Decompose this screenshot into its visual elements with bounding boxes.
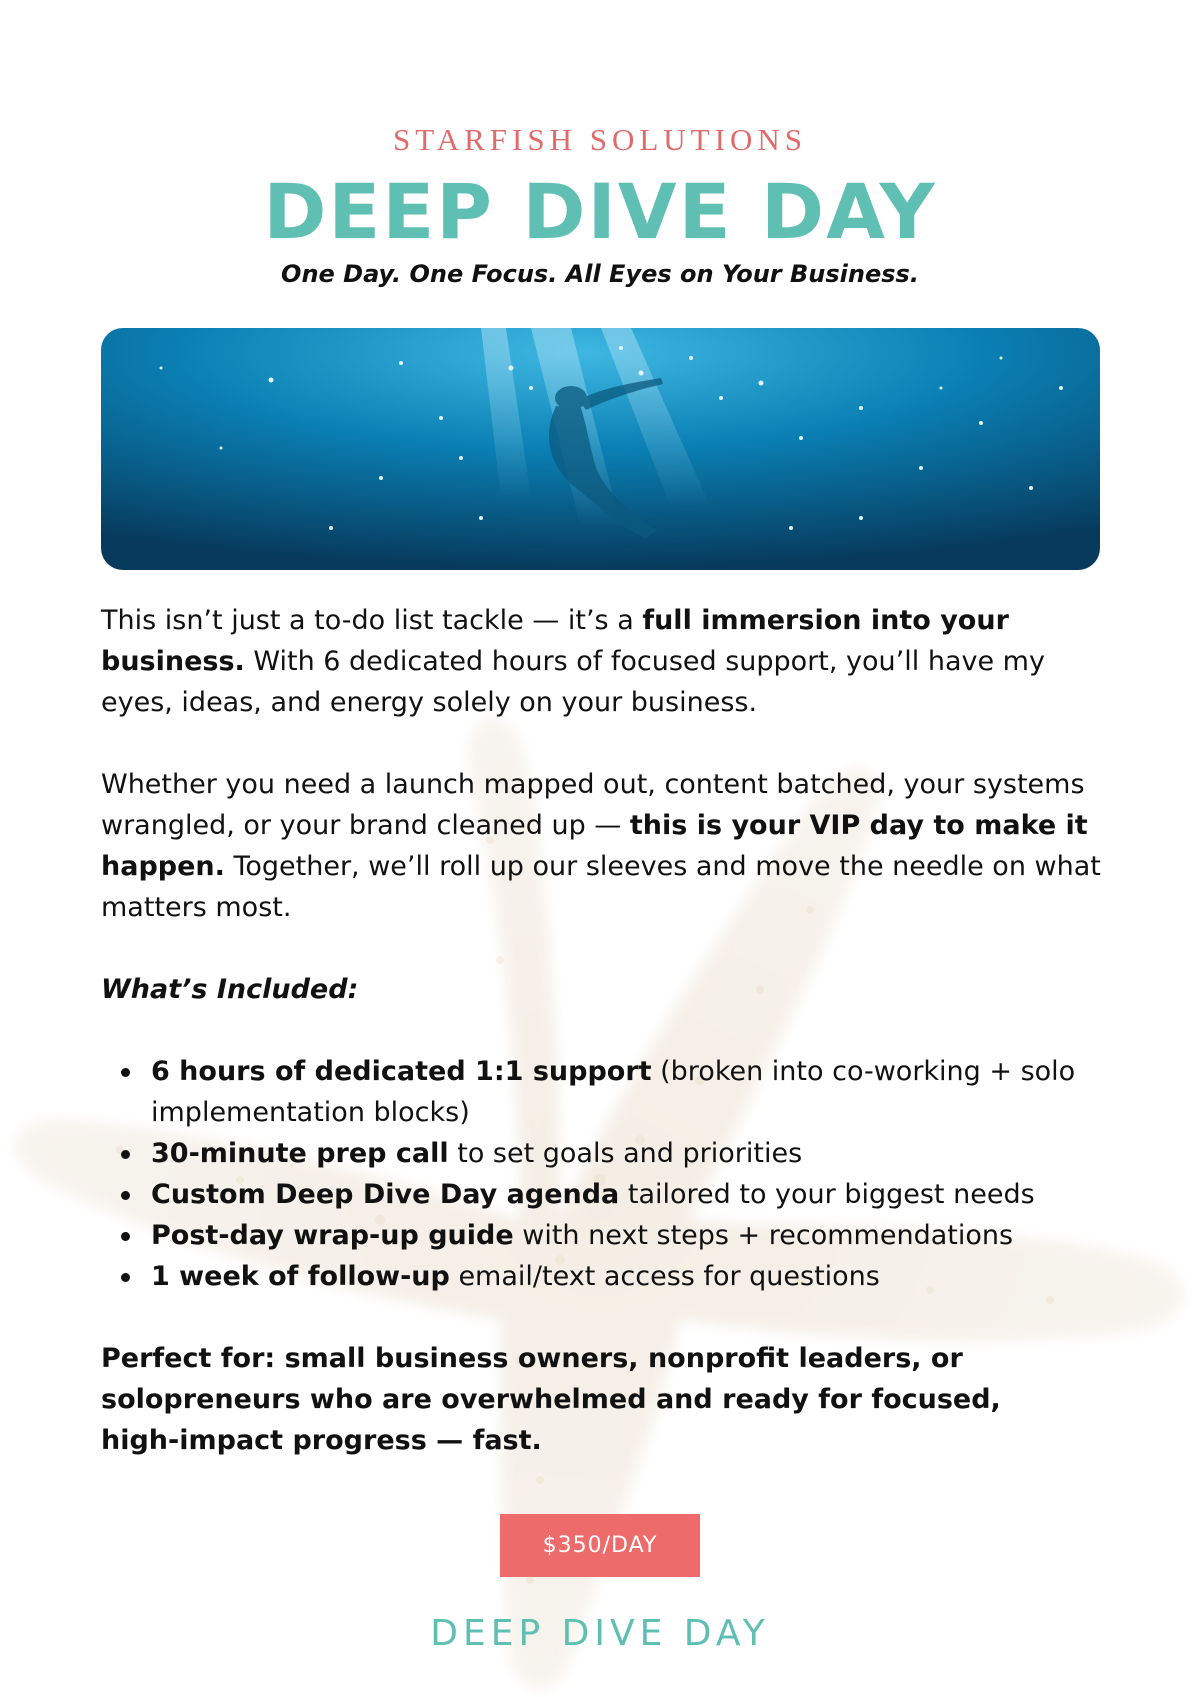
list-item (151, 1256, 1111, 1297)
details-paragraph (101, 764, 1111, 928)
underwater-swimmer-photo-icon (101, 328, 1100, 570)
tagline: One Day. One Focus. All Eyes on Your Business. (281, 260, 919, 288)
details-text: Whether you need a launch mapped out, content batched, your systems wrangled, or your brand cleaned up — (101, 769, 1085, 841)
list-item-bold: 1 week of follow-up (151, 1261, 450, 1292)
included-list (101, 1051, 1111, 1297)
brand-name: STARFISH SOLUTIONS (393, 122, 807, 157)
intro-paragraph (101, 600, 1111, 723)
details-text-continued: Together, we’ll roll up our sleeves and move the needle on what matters most. (101, 851, 1101, 923)
list-item-bold: 30-minute prep call (151, 1138, 449, 1169)
list-item-text: tailored to your biggest needs (619, 1179, 1035, 1210)
list-item-text: email/text access for questions (449, 1261, 880, 1292)
perfect-for-paragraph: Perfect for: small business owners, nonprofit leaders, or solopreneurs who are overwhelmed and ready for focused, high-impact progress — fast. (101, 1343, 1001, 1456)
list-item (151, 1133, 1111, 1174)
page-title: DEEP DIVE DAY (263, 167, 937, 256)
intro-bold-text: full immersion into your business. (101, 605, 1009, 677)
details-bold-text: this is your VIP day to make it happen. (101, 810, 1088, 882)
list-item (151, 1174, 1111, 1215)
hero-image (101, 328, 1100, 570)
list-item-bold: Post-day wrap-up guide (151, 1220, 514, 1251)
main-content (101, 600, 1111, 1461)
list-item (151, 1215, 1111, 1256)
list-item-bold: Custom Deep Dive Day agenda (151, 1179, 620, 1210)
intro-text-continued: With 6 dedicated hours of focused support, you’ll have my eyes, ideas, and energy solely on your business. (101, 646, 1045, 718)
list-item-text: (broken into co-working + solo implementation blocks) (151, 1056, 1076, 1128)
footer-title: DEEP DIVE DAY (430, 1613, 770, 1654)
list-item-bold: 6 hours of dedicated 1:1 support (151, 1056, 652, 1087)
price-button[interactable]: $350/DAY (500, 1514, 700, 1577)
list-item (151, 1051, 1111, 1133)
intro-text: This isn’t just a to-do list tackle — it’s a (101, 605, 643, 636)
list-item-text: with next steps + recommendations (513, 1220, 1014, 1251)
included-heading: What’s Included: (101, 974, 359, 1005)
list-item-text: to set goals and priorities (448, 1138, 803, 1169)
header (0, 120, 1200, 290)
